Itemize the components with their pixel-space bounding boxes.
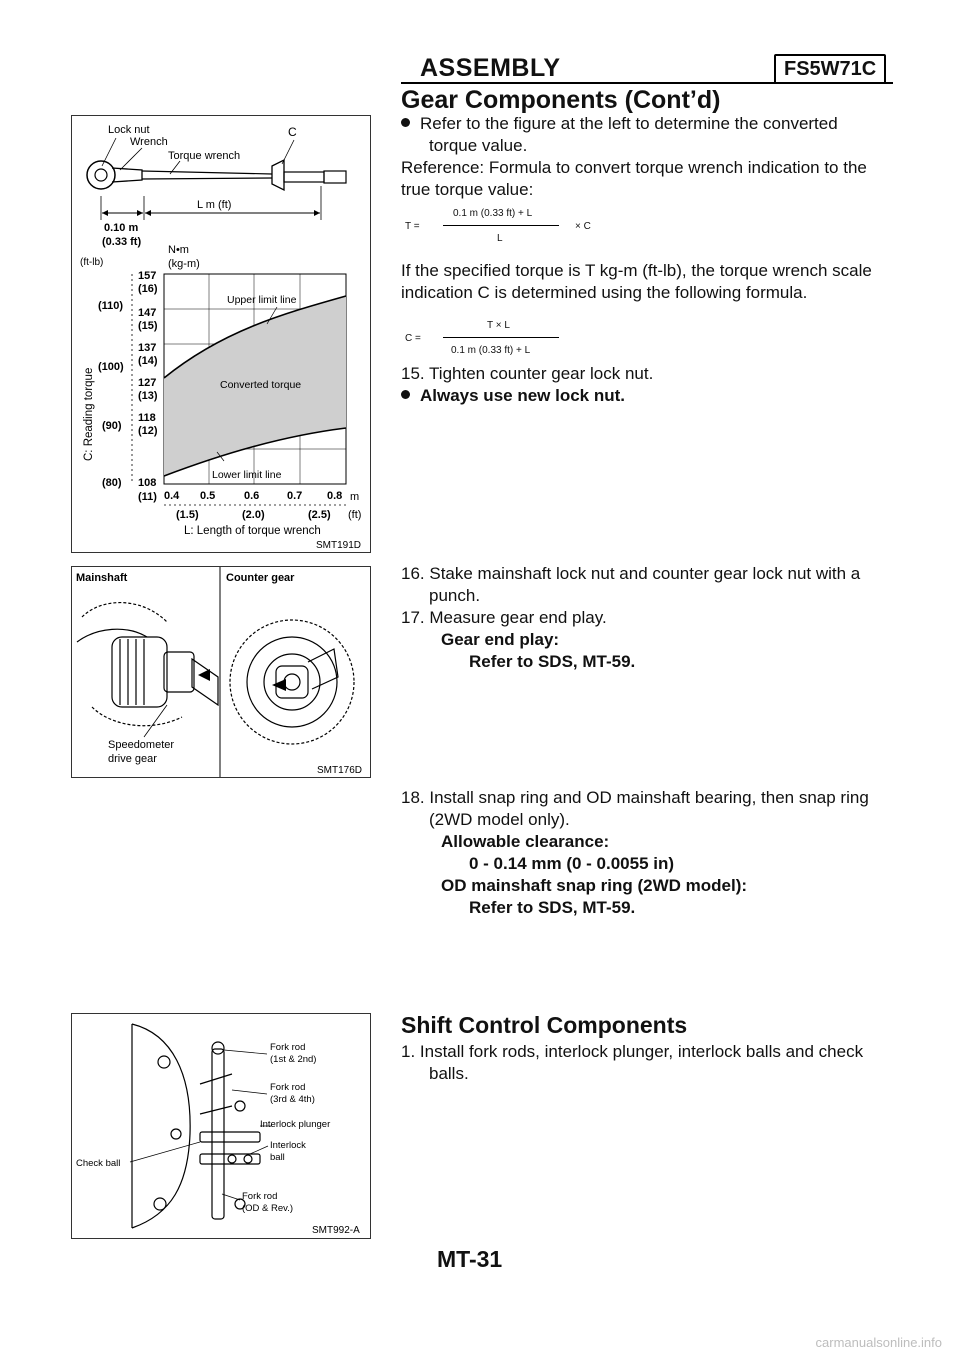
label-nm: N•m — [168, 244, 189, 256]
tick-kgm-12: (12) — [138, 425, 158, 437]
figure-id: SMT992-A — [312, 1225, 360, 1236]
label-lock-nut: Lock nut — [108, 124, 150, 136]
bullet-refer-figure: Refer to the figure at the left to determine the converted torque value. — [401, 113, 896, 157]
tick-nm-157: 157 — [138, 270, 157, 282]
figure-torque-conversion — [71, 115, 371, 553]
label-counter-gear: Counter gear — [226, 572, 295, 584]
section-title: ASSEMBLY — [420, 54, 561, 82]
label-c: C — [288, 125, 297, 139]
end-play-label: Gear end play: — [441, 630, 560, 649]
tick-nm-147: 147 — [138, 307, 157, 319]
clearance-label: Allowable clearance: — [441, 832, 610, 851]
label-fork-rod-1-sub: (1st & 2nd) — [270, 1054, 317, 1065]
tick-ftlb-100: (100) — [98, 361, 124, 373]
label-fork-rod-1: Fork rod — [270, 1042, 306, 1053]
tick-nm-127: 127 — [138, 377, 157, 389]
specified-torque-text: If the specified torque is T kg-m (ft-lb), the torque wrench scale indication C is determined using the following formula. — [401, 261, 872, 302]
tick-nm-108: 108 — [138, 477, 157, 489]
tick-ftlb-80: (80) — [102, 477, 122, 489]
page-subtitle: Gear Components (Cont’d) — [401, 86, 721, 114]
label-interlock-ball-sub: ball — [270, 1152, 285, 1163]
label-check-ball: Check ball — [76, 1158, 121, 1169]
step-17: 17. Measure gear end play. Gear end play: Refer to SDS, MT-59. — [401, 607, 896, 673]
formula-c-lhs: C = — [405, 333, 421, 344]
label-interlock-plunger: Interlock plunger — [260, 1119, 331, 1130]
tick-kgm-14: (14) — [138, 355, 158, 367]
label-dim-m: 0.10 m — [104, 222, 139, 234]
label-upper-limit: Upper limit line — [227, 294, 297, 306]
label-kgm: (kg-m) — [168, 258, 200, 270]
tick-m-0.5: 0.5 — [200, 490, 216, 502]
bullet-icon — [401, 118, 410, 127]
x-unit-m: m — [350, 491, 360, 503]
tick-m-0.6: 0.6 — [244, 490, 260, 502]
tick-nm-137: 137 — [138, 342, 157, 354]
tick-ft-2.0: (2.0) — [242, 509, 265, 521]
tick-m-0.8: 0.8 — [327, 490, 343, 502]
reference-text: Reference: Formula to convert torque wrench indication to the true torque value: — [401, 158, 867, 199]
formula-c-fraction-bar — [443, 337, 559, 338]
header-divider — [401, 82, 893, 84]
formula-t-numerator: 0.1 m (0.33 ft) + L — [453, 208, 533, 219]
label-torque-wrench: Torque wrench — [168, 150, 241, 162]
label-fork-rod-3-sub: (OD & Rev.) — [242, 1203, 294, 1214]
tick-m-0.7: 0.7 — [287, 490, 303, 502]
bullet-icon — [401, 390, 410, 399]
x-axis-title: L: Length of torque wrench — [184, 525, 321, 537]
tick-ftlb-110: (110) — [98, 300, 124, 312]
label-fork-rod-3: Fork rod — [242, 1191, 278, 1202]
label-fork-rod-2: Fork rod — [270, 1082, 306, 1093]
label-wrench: Wrench — [130, 136, 168, 148]
formula-c-numerator: T × L — [487, 320, 510, 331]
label-lower-limit: Lower limit line — [212, 469, 282, 481]
formula-t-lhs: T = — [405, 221, 420, 232]
y-axis-title: C: Reading torque — [83, 367, 95, 461]
label-drive-gear: drive gear — [108, 753, 157, 765]
shift-control-diagram — [72, 1014, 370, 1238]
watermark: carmanualsonline.info — [815, 1335, 942, 1350]
formula-c — [405, 318, 615, 358]
snap-ring-value: Refer to SDS, MT-59. — [469, 898, 636, 917]
label-converted: Converted torque — [220, 379, 302, 391]
formula-t — [405, 206, 615, 246]
label-fork-rod-2-sub: (3rd & 4th) — [270, 1094, 315, 1105]
step-15: 15. Tighten counter gear lock nut. Always use new lock nut. — [401, 364, 654, 405]
torque-conversion-diagram — [72, 116, 370, 552]
label-interlock-ball: Interlock — [270, 1140, 306, 1151]
label-dim-ft: (0.33 ft) — [102, 236, 142, 248]
page-number: MT-31 — [437, 1246, 503, 1272]
formula-t-denominator: L — [497, 233, 503, 244]
step-16: 16. Stake mainshaft lock nut and counter gear lock nut with a punch. — [401, 564, 861, 605]
chart-plot-area — [164, 274, 346, 484]
end-play-value: Refer to SDS, MT-59. — [469, 652, 636, 671]
label-length: L m (ft) — [197, 199, 232, 211]
figure-id: SMT191D — [316, 540, 362, 551]
tick-nm-118: 118 — [138, 412, 156, 424]
formula-t-fraction-bar — [443, 225, 559, 226]
tick-kgm-13: (13) — [138, 390, 158, 402]
figure-lock-nuts — [71, 566, 371, 778]
tick-kgm-16: (16) — [138, 283, 158, 295]
tick-ft-2.5: (2.5) — [308, 509, 331, 521]
step-18: 18. Install snap ring and OD mainshaft bearing, then snap ring (2WD model only). Allowable clearance: 0 - 0.14 mm (0 - 0.0055 in) OD mainshaft snap ring (2WD model): Refer to SDS, MT-59. — [401, 787, 896, 919]
tick-kgm-11: (11) — [138, 491, 157, 503]
label-ftlb: (ft-lb) — [80, 257, 104, 268]
tick-ftlb-90: (90) — [102, 420, 122, 432]
section-heading-shift-control: Shift Control Components — [401, 1012, 688, 1038]
clearance-value: 0 - 0.14 mm (0 - 0.0055 in) — [469, 854, 675, 873]
x-unit-ft: (ft) — [348, 509, 362, 521]
step-1: 1. Install fork rods, interlock plunger, interlock balls and check balls. — [401, 1042, 864, 1083]
formula-c-denominator: 0.1 m (0.33 ft) + L — [451, 345, 531, 356]
model-badge: FS5W71C — [774, 54, 886, 84]
tick-m-0.4: 0.4 — [164, 490, 180, 502]
figure-id: SMT176D — [317, 765, 363, 776]
formula-t-rhs: × C — [575, 221, 591, 232]
lock-nut-diagram — [72, 567, 370, 777]
tick-ft-1.5: (1.5) — [176, 509, 199, 521]
tick-kgm-15: (15) — [138, 320, 158, 332]
label-mainshaft: Mainshaft — [76, 572, 128, 584]
label-speedometer: Speedometer — [108, 739, 175, 751]
snap-ring-label: OD mainshaft snap ring (2WD model): — [441, 876, 748, 895]
figure-shift-control — [71, 1013, 371, 1239]
